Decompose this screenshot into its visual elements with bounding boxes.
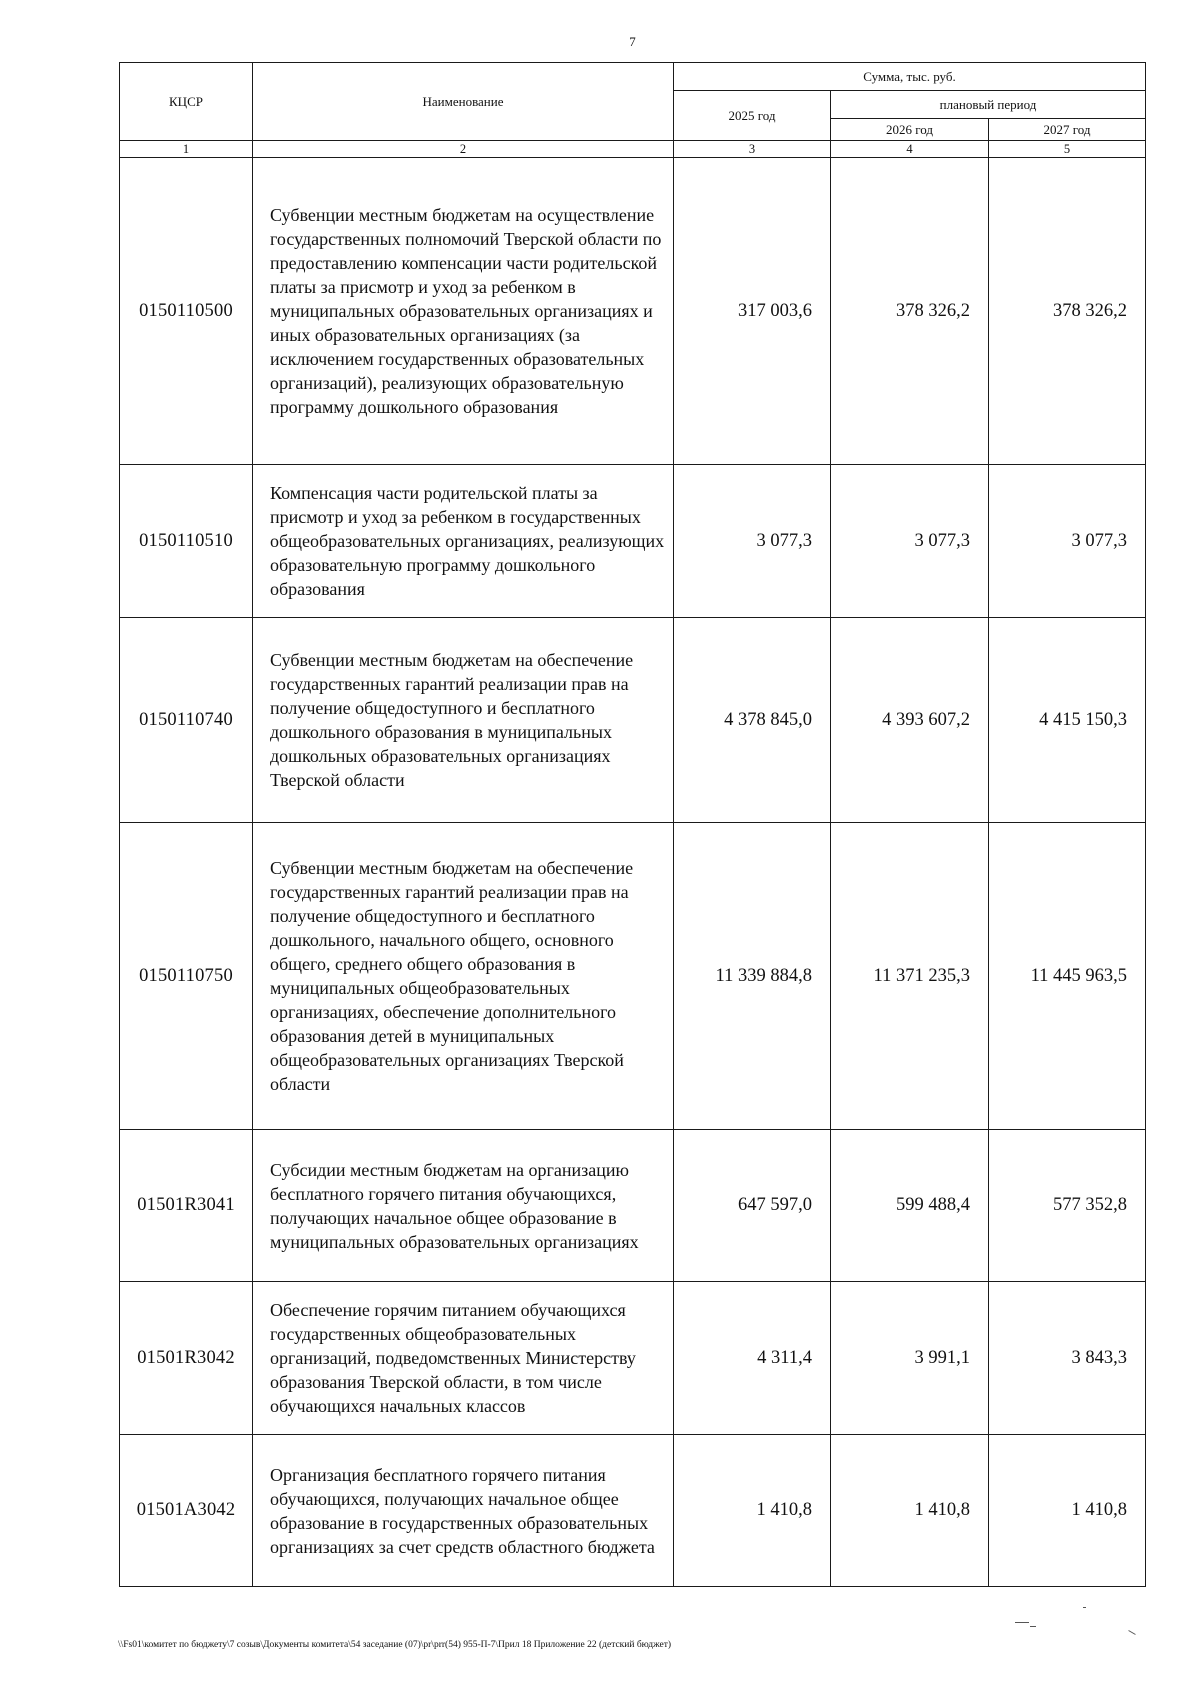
table-row bbox=[120, 1130, 1146, 1282]
value-2027: 3 843,3 bbox=[989, 1282, 1146, 1435]
value-2027: 577 352,8 bbox=[989, 1130, 1146, 1282]
budget-table bbox=[119, 62, 1146, 1587]
kcsr-code: 0150110510 bbox=[120, 465, 253, 618]
value-2026: 599 488,4 bbox=[831, 1130, 989, 1282]
scan-mark bbox=[1083, 1607, 1086, 1608]
item-name: Компенсация части родительской платы за присмотр и уход за ребенком в государственных общеобразовательных организациях, реализующих образовательную программу дошкольного образования bbox=[253, 465, 674, 618]
value-2027: 3 077,3 bbox=[989, 465, 1146, 618]
kcsr-code: 0150110740 bbox=[120, 618, 253, 823]
scan-mark bbox=[1015, 1622, 1029, 1623]
item-name: Субвенции местным бюджетам на обеспечение государственных гарантий реализации прав на получение общедоступного и бесплатного дошкольного образования в муниципальных дошкольных образовательных организациях Тверской области bbox=[253, 618, 674, 823]
value-2026: 1 410,8 bbox=[831, 1435, 989, 1587]
value-2025: 11 339 884,8 bbox=[674, 823, 831, 1130]
document-file-path: \\Fs01\комитет по бюджету\7 созыв\Документы комитета\54 заседание (07)\pr\prr(54) 955-П-7\Прил 18 Приложение 22 (детский бюджет) bbox=[118, 1640, 672, 1650]
column-number: 1 bbox=[120, 141, 253, 158]
table-row bbox=[120, 1282, 1146, 1435]
value-2027: 1 410,8 bbox=[989, 1435, 1146, 1587]
kcsr-code: 01501R3042 bbox=[120, 1282, 253, 1435]
column-numbers-row bbox=[120, 141, 1146, 158]
item-name: Субвенции местным бюджетам на осуществление государственных полномочий Тверской области по предоставлению компенсации части родительской платы за присмотр и уход за ребенком в муниципальных образовательных организациях и иных образовательных организациях (за исключением государственных образовательных организаций), реализующих образовательную программу дошкольного образования bbox=[253, 158, 674, 465]
value-2025: 317 003,6 bbox=[674, 158, 831, 465]
value-2025: 4 378 845,0 bbox=[674, 618, 831, 823]
value-2027: 378 326,2 bbox=[989, 158, 1146, 465]
kcsr-code: 0150110500 bbox=[120, 158, 253, 465]
table-row bbox=[120, 618, 1146, 823]
column-number: 3 bbox=[674, 141, 831, 158]
item-name: Субвенции местным бюджетам на обеспечение государственных гарантий реализации прав на получение общедоступного и бесплатного дошкольного, начального общего, основного общего, среднего общего образования в муниципальных общеобразовательных организациях, обеспечение дополнительного образования детей в муниципальных общеобразовательных организациях Тверской области bbox=[253, 823, 674, 1130]
header-planned-period: плановый период bbox=[831, 91, 1146, 119]
value-2026: 4 393 607,2 bbox=[831, 618, 989, 823]
value-2026: 3 991,1 bbox=[831, 1282, 989, 1435]
header-2025: 2025 год bbox=[674, 91, 831, 141]
item-name: Субсидии местным бюджетам на организацию бесплатного горячего питания обучающихся, получающих начальное общее образование в муниципальных образовательных организациях bbox=[253, 1130, 674, 1282]
table-row bbox=[120, 465, 1146, 618]
column-number: 2 bbox=[253, 141, 674, 158]
column-number: 4 bbox=[831, 141, 989, 158]
scan-mark bbox=[1030, 1626, 1036, 1627]
header-sum: Сумма, тыс. руб. bbox=[674, 63, 1146, 91]
item-name: Организация бесплатного горячего питания обучающихся, получающих начальное общее образование в государственных образовательных организациях за счет средств областного бюджета bbox=[253, 1435, 674, 1587]
header-2027: 2027 год bbox=[989, 119, 1146, 141]
column-number: 5 bbox=[989, 141, 1146, 158]
kcsr-code: 0150110750 bbox=[120, 823, 253, 1130]
header-name: Наименование bbox=[253, 63, 674, 141]
value-2025: 647 597,0 bbox=[674, 1130, 831, 1282]
item-name: Обеспечение горячим питанием обучающихся государственных общеобразовательных организаций, подведомственных Министерству образования Тверской области, в том числе обучающихся начальных классов bbox=[253, 1282, 674, 1435]
header-kcsr: КЦСР bbox=[120, 63, 253, 141]
value-2027: 11 445 963,5 bbox=[989, 823, 1146, 1130]
header-2026: 2026 год bbox=[831, 119, 989, 141]
table-row bbox=[120, 158, 1146, 465]
page-number: 7 bbox=[629, 34, 636, 49]
value-2027: 4 415 150,3 bbox=[989, 618, 1146, 823]
value-2025: 3 077,3 bbox=[674, 465, 831, 618]
value-2025: 4 311,4 bbox=[674, 1282, 831, 1435]
value-2026: 3 077,3 bbox=[831, 465, 989, 618]
kcsr-code: 01501A3042 bbox=[120, 1435, 253, 1587]
kcsr-code: 01501R3041 bbox=[120, 1130, 253, 1282]
value-2026: 11 371 235,3 bbox=[831, 823, 989, 1130]
value-2026: 378 326,2 bbox=[831, 158, 989, 465]
table-row bbox=[120, 823, 1146, 1130]
scan-mark bbox=[1128, 1630, 1135, 1635]
value-2025: 1 410,8 bbox=[674, 1435, 831, 1587]
table-row bbox=[120, 1435, 1146, 1587]
